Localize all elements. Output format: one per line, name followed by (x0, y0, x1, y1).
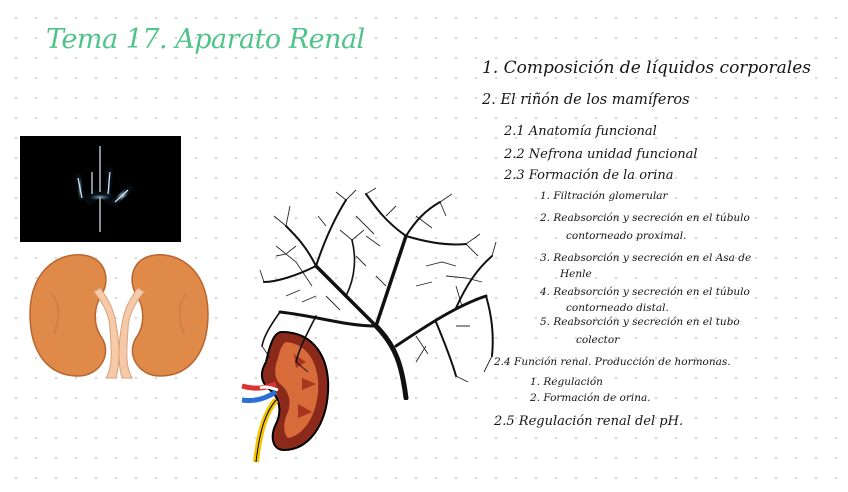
outline-sub-1: 1. Filtración glomerular (540, 190, 668, 202)
outline-sub-2-line-2: contorneado proximal. (566, 230, 687, 242)
outline-sub-4-line-1: 4. Reabsorción y secreción en el túbulo (540, 286, 750, 298)
outline-sub-3-line-2: Henle (560, 268, 592, 280)
outline-sub-2-4-2: 2. Formación de orina. (530, 392, 651, 404)
outline-sub-3-line-1: 3. Reabsorción y secreción en el Asa de (540, 252, 752, 264)
outline-item-2-2: 2.2 Nefrona unidad funcional (504, 147, 698, 162)
outline-sub-4-line-2: contorneado distal. (566, 302, 669, 314)
outline-sub-5-line-1: 5. Reabsorción y secreción en el tubo (540, 316, 740, 328)
outline-item-2: 2. El riñón de los mamíferos (482, 92, 690, 108)
outline-item-2-5: 2.5 Regulación renal del pH. (494, 414, 684, 429)
outline-item-2-1: 2.1 Anatomía funcional (504, 124, 657, 139)
outline-item-2-4: 2.4 Función renal. Producción de hormonas. (494, 356, 731, 368)
brain-tree-illustration (256, 186, 500, 404)
outline-item-2-3: 2.3 Formación de la orina (504, 168, 674, 183)
outline-sub-2-line-1: 2. Reabsorción y secreción en el túbulo (540, 212, 750, 224)
hand-xray-image (20, 136, 181, 242)
kidneys-illustration (24, 244, 214, 388)
outline-item-1: 1. Composición de líquidos corporales (482, 58, 812, 78)
outline-sub-5-line-2: colector (576, 334, 620, 346)
outline-sub-2-4-1: 1. Regulación (530, 376, 603, 388)
page-title: Tema 17. Aparato Renal (46, 24, 365, 55)
